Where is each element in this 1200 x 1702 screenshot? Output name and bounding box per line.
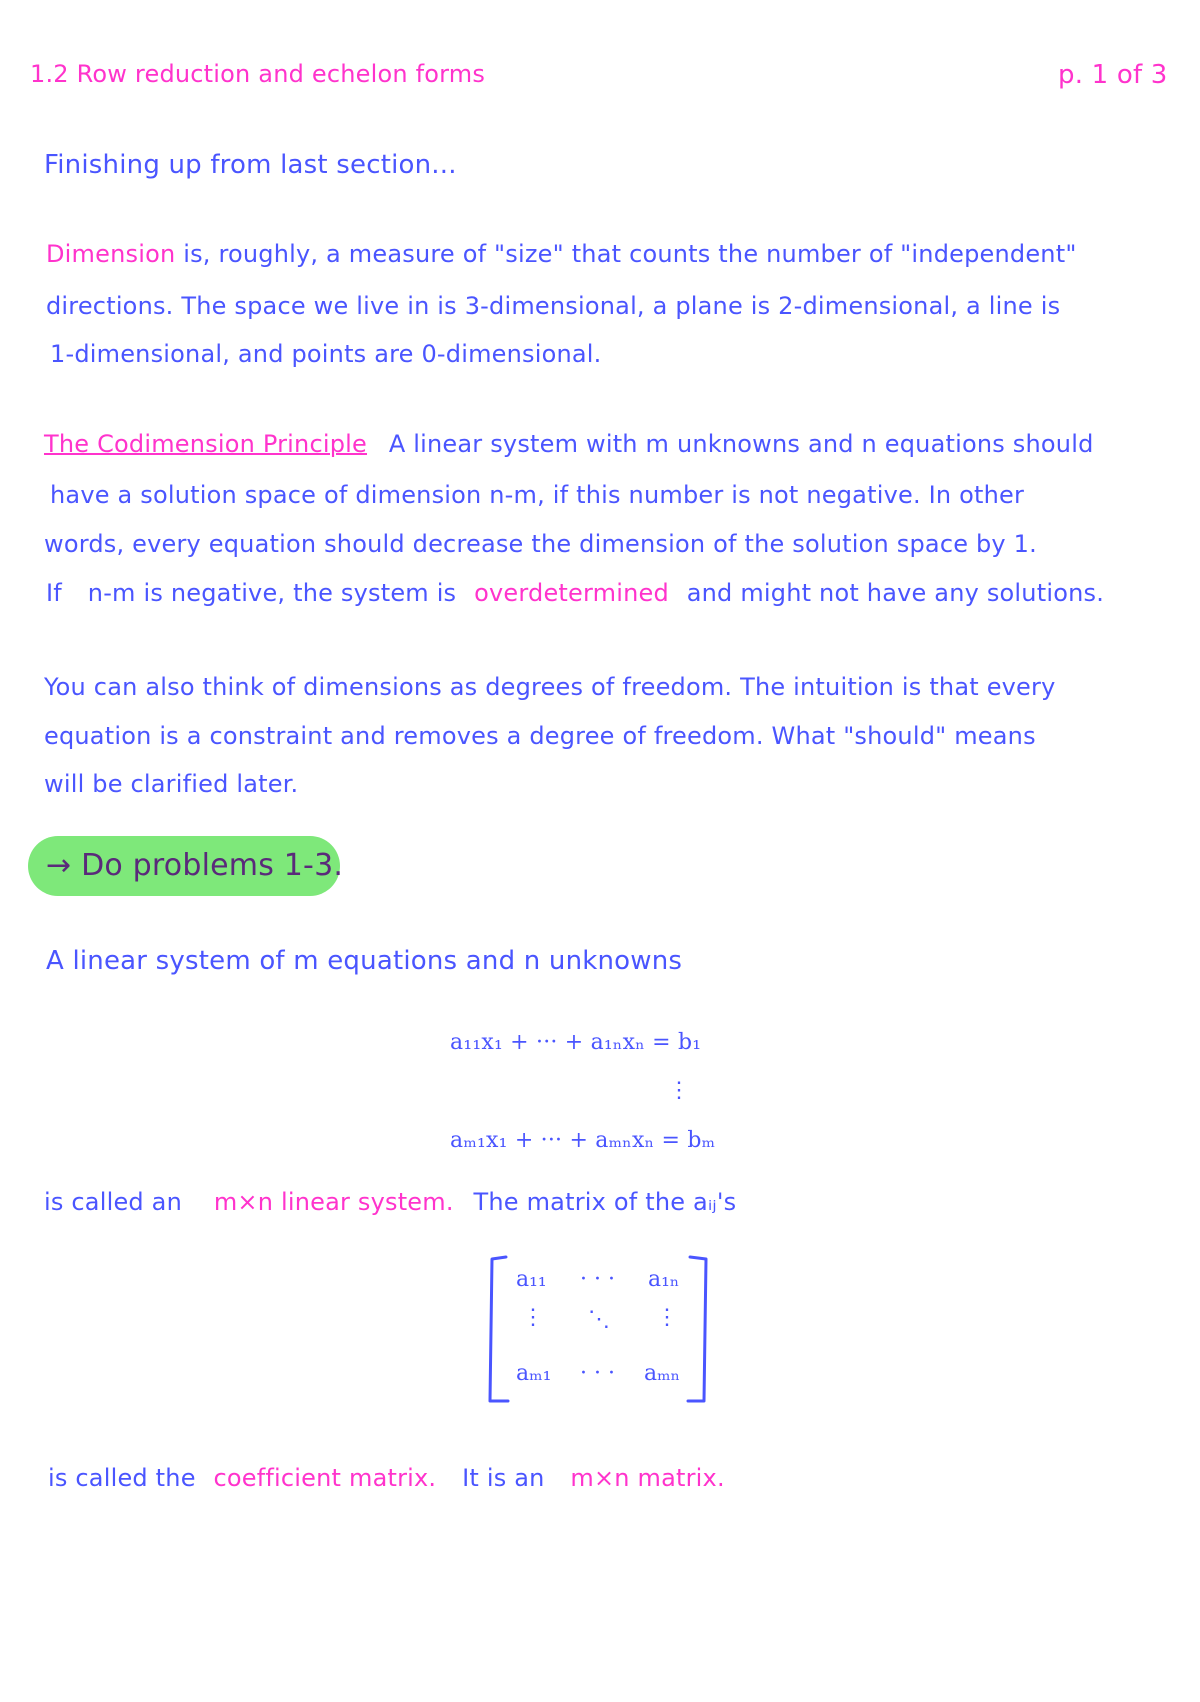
matrix-am1: aₘ₁ [516,1361,552,1386]
codim-line4-if: If [46,579,62,607]
callout-text: → Do problems 1-3. [46,848,344,883]
codim-line4-end: and might not have any solutions. [686,579,1105,607]
matrix-vdots-left: ⋮ [522,1305,544,1330]
matrix-a11: a₁₁ [516,1267,547,1292]
mxn-system-term: m×n linear system. [213,1188,454,1216]
matrix-of-text: The matrix of the aᵢⱼ's [473,1188,737,1216]
dimension-term: Dimension [46,240,176,268]
matrix-vdots-right: ⋮ [656,1305,678,1330]
matrix-hdots-bottom: · · · [580,1361,615,1386]
coefficient-line [48,1464,725,1492]
section-title: 1.2 Row reduction and echelon forms [30,60,486,88]
matrix-ddots: ⋱ [588,1307,610,1332]
system-vdots: ⋮ [668,1078,691,1103]
overdetermined-term: overdetermined [474,579,669,607]
freedom-line2: equation is a constraint and removes a degree of freedom. What "should" means [44,722,1036,750]
codim-line2: have a solution space of dimension n-m, if this number is not negative. In other [50,481,1025,509]
coef-called-text: is called the [48,1464,196,1492]
matrix-amn: aₘₙ [644,1361,681,1386]
codim-line3: words, every equation should decrease the dimension of the solution space by 1. [44,530,1037,558]
called-text: is called an [44,1188,182,1216]
dimension-paragraph-line1 [46,240,1077,268]
dimension-line1-text: is, roughly, a measure of "size" that counts the number of "independent" [183,240,1077,268]
dimension-line2: directions. The space we live in is 3-dimensional, a plane is 2-dimensional, a line is [46,292,1061,320]
coefficient-matrix-term: coefficient matrix. [213,1464,437,1492]
codim-term: The Codimension Principle [44,430,367,458]
freedom-line1: You can also think of dimensions as degrees of freedom. The intuition is that every [44,673,1056,701]
freedom-line3: will be clarified later. [44,770,299,798]
matrix-a1n: a₁ₙ [648,1267,680,1292]
coef-it-is-text: It is an [462,1464,545,1492]
mxn-matrix-term: m×n matrix. [570,1464,725,1492]
dimension-line3: 1-dimensional, and points are 0-dimensional. [50,340,602,368]
system-called-line [44,1188,736,1216]
codim-line4 [46,579,1104,607]
codim-line1 [44,430,1094,458]
matrix-hdots-top: · · · [580,1267,615,1292]
codim-line4-mid: n-m is negative, the system is [87,579,457,607]
intro-line: Finishing up from last section... [44,150,457,180]
page-number: p. 1 of 3 [1058,60,1168,90]
system-intro: A linear system of m equations and n unknowns [46,946,683,976]
system-equation-last: aₘ₁x₁ + ··· + aₘₙxₙ = bₘ [450,1128,716,1153]
system-equation-first: a₁₁x₁ + ··· + a₁ₙxₙ = b₁ [450,1030,702,1055]
coefficient-matrix [488,1255,710,1405]
codim-line1-text: A linear system with m unknowns and n equations should [388,430,1094,458]
